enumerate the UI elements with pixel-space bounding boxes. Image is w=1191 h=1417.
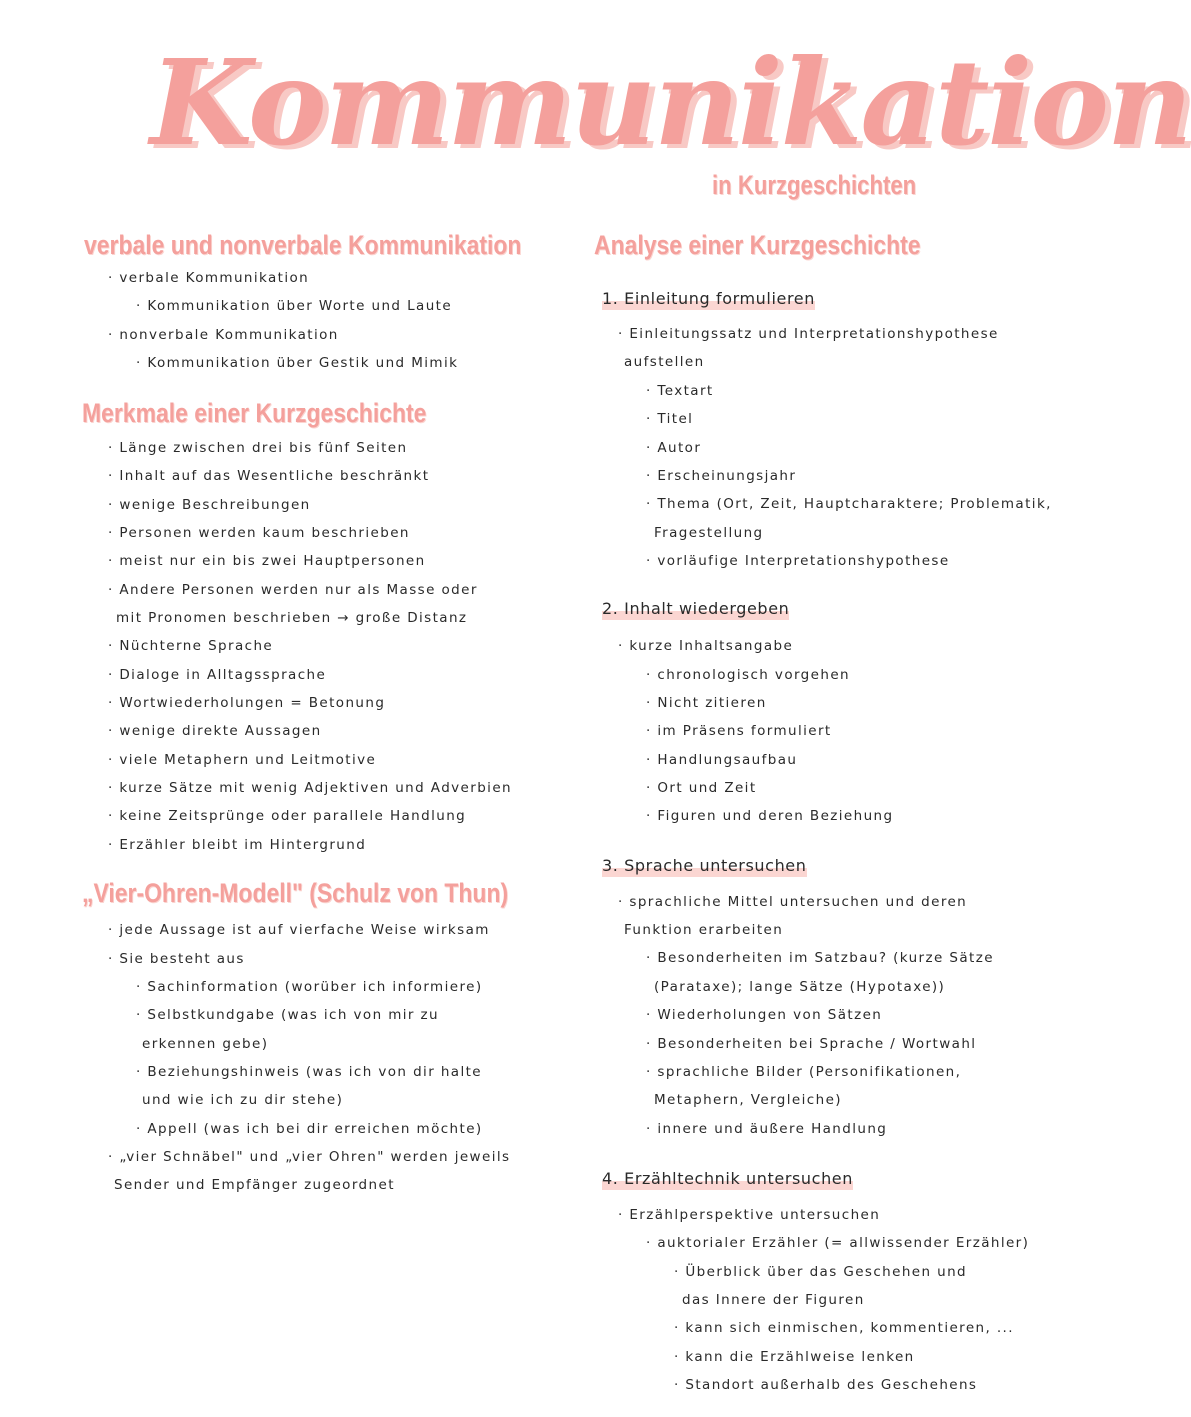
list-item: · meist nur ein bis zwei Hauptpersonen	[108, 553, 426, 569]
list-item: · Länge zwischen drei bis fünf Seiten	[108, 440, 408, 456]
list-item: · keine Zeitsprünge oder parallele Handlung	[108, 808, 467, 824]
list-item: · kurze Sätze mit wenig Adjektiven und Adverbien	[108, 780, 512, 796]
list-item: · Kommunikation über Gestik und Mimik	[136, 355, 459, 371]
list-item: aufstellen	[624, 354, 705, 370]
list-item: · innere und äußere Handlung	[646, 1121, 888, 1137]
list-item: · Textart	[646, 383, 714, 399]
list-item: · verbale Kommunikation	[108, 270, 310, 286]
list-item: · Sachinformation (worüber ich informiere)	[136, 979, 483, 995]
list-item: erkennen gebe)	[142, 1036, 269, 1052]
list-item: · Sie besteht aus	[108, 951, 245, 967]
list-item: · auktorialer Erzähler (= allwissender Erzähler)	[646, 1235, 1030, 1251]
list-item: · Appell (was ich bei dir erreichen möchte)	[136, 1121, 483, 1137]
list-item: · Wiederholungen von Sätzen	[646, 1007, 883, 1023]
heading-vier-ohren-modell: „Vier-Ohren-Modell" (Schulz von Thun)	[82, 878, 509, 908]
list-item: · Andere Personen werden nur als Masse oder	[108, 582, 478, 598]
list-item: · Einleitungssatz und Interpretationshypothese	[618, 326, 999, 342]
list-item: · nonverbale Kommunikation	[108, 327, 339, 343]
heading-analyse: Analyse einer Kurzgeschichte	[594, 230, 921, 260]
list-item: · viele Metaphern und Leitmotive	[108, 752, 377, 768]
list-item: Funktion erarbeiten	[624, 922, 784, 938]
list-item: und wie ich zu dir stehe)	[142, 1092, 344, 1108]
list-item: · Erzählperspektive untersuchen	[618, 1207, 881, 1223]
list-item: · Überblick über das Geschehen und	[674, 1264, 968, 1280]
list-item: · Personen werden kaum beschrieben	[108, 525, 410, 541]
list-item: · „vier Schnäbel" und „vier Ohren" werden jeweils	[108, 1149, 511, 1165]
list-item: · Besonderheiten im Satzbau? (kurze Sätze	[646, 950, 994, 966]
list-item: · Nüchterne Sprache	[108, 638, 274, 654]
step-4-title: 4. Erzähltechnik untersuchen	[602, 1169, 853, 1188]
list-item: Fragestellung	[654, 525, 764, 541]
list-item: · Titel	[646, 411, 694, 427]
list-item: · Besonderheiten bei Sprache / Wortwahl	[646, 1036, 977, 1052]
list-item: · Erscheinungsjahr	[646, 468, 797, 484]
list-item: Sender und Empfänger zugeordnet	[114, 1177, 395, 1193]
list-item: · Ort und Zeit	[646, 780, 757, 796]
list-item: das Innere der Figuren	[682, 1292, 865, 1308]
list-item: · Dialoge in Alltagssprache	[108, 667, 327, 683]
list-item: · Thema (Ort, Zeit, Hauptcharaktere; Problematik,	[646, 496, 1052, 512]
list-item: · Handlungsaufbau	[646, 752, 798, 768]
list-item: · Nicht zitieren	[646, 695, 767, 711]
list-item: · sprachliche Bilder (Personifikationen,	[646, 1064, 962, 1080]
list-item: · kurze Inhaltsangabe	[618, 638, 794, 654]
list-item: · Selbstkundgabe (was ich von mir zu	[136, 1007, 440, 1023]
list-item: · im Präsens formuliert	[646, 723, 832, 739]
page-title: Kommunikation	[150, 33, 1191, 172]
list-item: · sprachliche Mittel untersuchen und deren	[618, 894, 968, 910]
list-item: · wenige Beschreibungen	[108, 497, 311, 513]
list-item: · vorläufige Interpretationshypothese	[646, 553, 950, 569]
step-2-title: 2. Inhalt wiedergeben	[602, 599, 790, 618]
list-item: · jede Aussage ist auf vierfache Weise wirksam	[108, 922, 490, 938]
list-item: · Kommunikation über Worte und Laute	[136, 298, 453, 314]
list-item: · Autor	[646, 440, 702, 456]
page-subtitle: in Kurzgeschichten	[712, 170, 917, 200]
list-item: · kann die Erzählweise lenken	[674, 1349, 915, 1365]
list-item: · chronologisch vorgehen	[646, 667, 850, 683]
list-item: mit Pronomen beschrieben → große Distanz	[116, 610, 468, 626]
list-item: · kann sich einmischen, kommentieren, ...	[674, 1320, 1014, 1336]
list-item: Metaphern, Vergleiche)	[654, 1092, 842, 1108]
list-item: · Figuren und deren Beziehung	[646, 808, 894, 824]
list-item: · Wortwiederholungen = Betonung	[108, 695, 386, 711]
list-item: · Beziehungshinweis (was ich von dir halte	[136, 1064, 483, 1080]
list-item: · Erzähler bleibt im Hintergrund	[108, 837, 367, 853]
step-1-title: 1. Einleitung formulieren	[602, 289, 815, 308]
list-item: · Inhalt auf das Wesentliche beschränkt	[108, 468, 430, 484]
list-item: · Standort außerhalb des Geschehens	[674, 1377, 978, 1393]
heading-verbal-nonverbal: verbale und nonverbale Kommunikation	[84, 230, 522, 260]
step-3-title: 3. Sprache untersuchen	[602, 856, 807, 875]
list-item: · wenige direkte Aussagen	[108, 723, 322, 739]
heading-merkmale: Merkmale einer Kurzgeschichte	[82, 398, 427, 428]
list-item: (Parataxe); lange Sätze (Hypotaxe))	[654, 979, 946, 995]
